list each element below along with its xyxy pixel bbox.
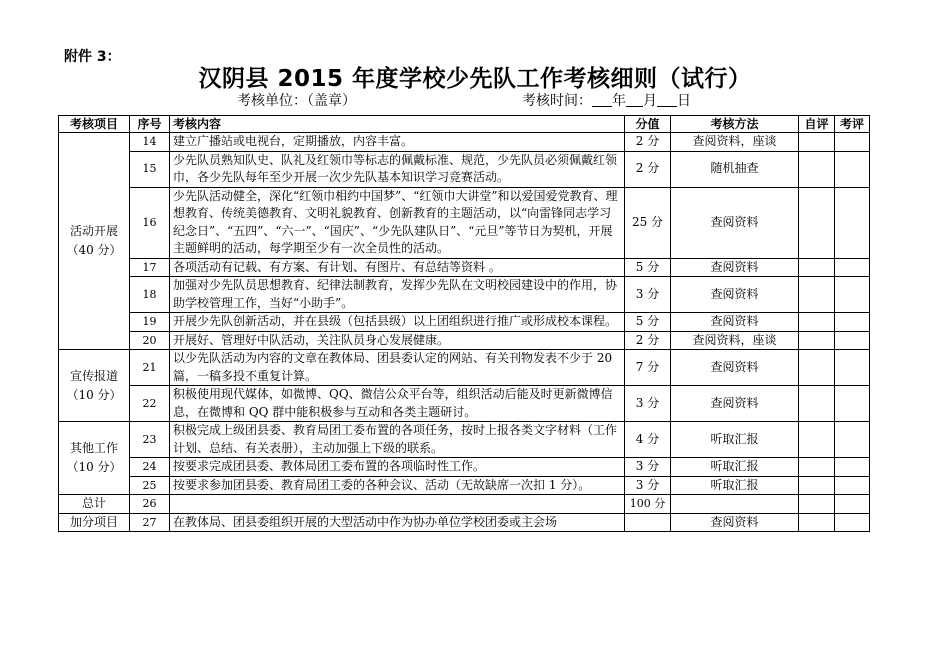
row-seq: 15	[130, 151, 170, 187]
row-content: 按要求完成团县委、教体局团工委布置的各项临时性工作。	[170, 458, 625, 477]
row-score: 2 分	[625, 133, 671, 152]
table-row	[59, 422, 870, 458]
header-method: 考核方法	[671, 116, 799, 133]
review-cell[interactable]	[835, 495, 870, 514]
table-row	[59, 386, 870, 422]
row-score: 3 分	[625, 476, 671, 495]
row-content: 开展少先队创新活动，并在县级（包括县级）以上团组织进行推广或形成校本课程。	[170, 313, 625, 332]
group-other	[59, 422, 130, 495]
review-cell[interactable]	[835, 331, 870, 350]
row-seq: 26	[130, 495, 170, 514]
self-eval-cell[interactable]	[799, 495, 835, 514]
day-label: 日	[677, 93, 691, 109]
self-eval-cell[interactable]	[799, 458, 835, 477]
self-eval-cell[interactable]	[799, 313, 835, 332]
row-score: 3 分	[625, 458, 671, 477]
table-row	[59, 133, 870, 152]
self-eval-cell[interactable]	[799, 350, 835, 386]
row-seq: 23	[130, 422, 170, 458]
row-method: 随机抽查	[671, 151, 799, 187]
self-eval-cell[interactable]	[799, 277, 835, 313]
row-seq: 21	[130, 350, 170, 386]
review-cell[interactable]	[835, 350, 870, 386]
row-method: 查阅资料	[671, 350, 799, 386]
assessment-time	[522, 92, 691, 110]
row-method: 查阅资料，座谈	[671, 331, 799, 350]
row-content	[170, 495, 625, 514]
self-eval-cell[interactable]	[799, 386, 835, 422]
review-cell[interactable]	[835, 422, 870, 458]
group-publicity-name: 宣传报道	[69, 368, 118, 383]
group-activity	[59, 133, 130, 350]
row-seq: 20	[130, 331, 170, 350]
assessment-table	[58, 115, 870, 532]
self-eval-cell[interactable]	[799, 422, 835, 458]
row-method: 查阅资料，座谈	[671, 133, 799, 152]
header-review: 考评	[835, 116, 870, 133]
group-activity-points: （40 分）	[66, 243, 122, 257]
table-row	[59, 151, 870, 187]
row-seq: 25	[130, 476, 170, 495]
review-cell[interactable]	[835, 458, 870, 477]
review-cell[interactable]	[835, 133, 870, 152]
row-seq: 24	[130, 458, 170, 477]
day-blank[interactable]	[657, 92, 677, 107]
header-score: 分值	[625, 116, 671, 133]
row-content: 开展好、管理好中队活动，关注队员身心发展健康。	[170, 331, 625, 350]
month-blank[interactable]	[626, 92, 643, 107]
self-eval-cell[interactable]	[799, 133, 835, 152]
review-cell[interactable]	[835, 476, 870, 495]
self-eval-cell[interactable]	[799, 476, 835, 495]
table-row	[59, 350, 870, 386]
self-eval-cell[interactable]	[799, 151, 835, 187]
row-score	[625, 513, 671, 532]
row-score: 100 分	[625, 495, 671, 514]
header-project: 考核项目	[59, 116, 130, 133]
row-seq: 27	[130, 513, 170, 532]
row-seq: 14	[130, 133, 170, 152]
row-score: 3 分	[625, 277, 671, 313]
group-activity-name: 活动开展	[69, 224, 118, 238]
review-cell[interactable]	[835, 386, 870, 422]
row-seq: 19	[130, 313, 170, 332]
table-row	[59, 258, 870, 277]
review-cell[interactable]	[835, 151, 870, 187]
row-score: 2 分	[625, 151, 671, 187]
self-eval-cell[interactable]	[799, 513, 835, 532]
self-eval-cell[interactable]	[799, 187, 835, 258]
assessment-time-label: 考核时间：	[522, 93, 592, 109]
row-seq: 22	[130, 386, 170, 422]
review-cell[interactable]	[835, 277, 870, 313]
row-seq: 16	[130, 187, 170, 258]
row-content: 按要求参加团县委、教育局团工委的各种会议、活动（无故缺席一次扣 1 分）。	[170, 476, 625, 495]
row-content: 积极完成上级团县委、教育局团工委布置的各项任务，按时上报各类文字材料（工作计划、总结、有关表册），主动加强上下级的联系。	[170, 422, 625, 458]
table-row-bonus	[59, 513, 870, 532]
header-self-eval: 自评	[799, 116, 835, 133]
table-row	[59, 313, 870, 332]
group-publicity-points: （10 分）	[66, 387, 122, 402]
row-method: 查阅资料	[671, 513, 799, 532]
self-eval-cell[interactable]	[799, 331, 835, 350]
month-label: 月	[643, 93, 657, 109]
row-method: 查阅资料	[671, 277, 799, 313]
table-row	[59, 187, 870, 258]
header-seq: 序号	[130, 116, 170, 133]
row-method: 查阅资料	[671, 258, 799, 277]
group-bonus: 加分项目	[59, 513, 130, 532]
row-score: 3 分	[625, 386, 671, 422]
review-cell[interactable]	[835, 258, 870, 277]
row-method: 听取汇报	[671, 422, 799, 458]
row-seq: 17	[130, 258, 170, 277]
row-score: 25 分	[625, 187, 671, 258]
row-score: 5 分	[625, 313, 671, 332]
table-header-row	[59, 116, 870, 133]
row-method: 听取汇报	[671, 458, 799, 477]
row-score: 5 分	[625, 258, 671, 277]
header-content: 考核内容	[170, 116, 625, 133]
table-row-total	[59, 495, 870, 514]
row-content: 加强对少先队员思想教育、纪律法制教育，发挥少先队在文明校园建设中的作用，协助学校管理工作，当好“小助手”。	[170, 277, 625, 313]
row-content: 在教体局、团县委组织开展的大型活动中作为协办单位学校团委或主会场	[170, 513, 625, 532]
review-cell[interactable]	[835, 187, 870, 258]
row-content: 各项活动有记载、有方案、有计划、有图片、有总结等资料 。	[170, 258, 625, 277]
document-title: 汉阴县 2015 年度学校少先队工作考核细则（试行）	[198, 66, 752, 92]
row-score: 4 分	[625, 422, 671, 458]
group-other-name: 其他工作	[69, 441, 118, 455]
table-row	[59, 476, 870, 495]
row-seq: 18	[130, 277, 170, 313]
row-content: 少先队活动健全，深化“红领巾相约中国梦”、“红领巾大讲堂”和以爱国爱党教育、理想教育、传统美德教育、文明礼貌教育、创新教育的主题活动，以“向雷锋同志学习纪念日”、“五四”、“六一”、“国庆”、“少先队建队日”、“元旦”等节日为契机，开展主题鲜明的活动，每学期至少有一次全员性的活动。	[170, 187, 625, 258]
row-score: 2 分	[625, 331, 671, 350]
row-content: 积极使用现代媒体，如微博、QQ、微信公众平台等，组织活动后能及时更新微博信息，在微博和 QQ 群中能积极参与互动和各类主题研讨。	[170, 386, 625, 422]
table-row	[59, 458, 870, 477]
self-eval-cell[interactable]	[799, 258, 835, 277]
row-content: 建立广播站或电视台，定期播放，内容丰富。	[170, 133, 625, 152]
row-content: 以少先队活动为内容的文章在教体局、团县委认定的网站、有关刊物发表不少于 20 篇，一稿多投不重复计算。	[170, 350, 625, 386]
row-method: 听取汇报	[671, 476, 799, 495]
group-total: 总计	[59, 495, 130, 514]
table-row	[59, 331, 870, 350]
row-content: 少先队员熟知队史、队礼及红领巾等标志的佩戴标准、规范，少先队员必须佩戴红领巾，各少先队每年至少开展一次少先队基本知识学习竞赛活动。	[170, 151, 625, 187]
attachment-label: 附件 3：	[64, 49, 121, 65]
assessment-unit: 考核单位：（盖章）	[237, 93, 356, 109]
group-publicity	[59, 350, 130, 422]
year-blank[interactable]	[592, 92, 612, 107]
review-cell[interactable]	[835, 313, 870, 332]
year-label: 年	[612, 93, 626, 109]
group-other-points: （10 分）	[66, 460, 122, 474]
review-cell[interactable]	[835, 513, 870, 532]
row-method: 查阅资料	[671, 187, 799, 258]
row-method: 查阅资料	[671, 386, 799, 422]
row-score: 7 分	[625, 350, 671, 386]
row-method	[671, 495, 799, 514]
row-method: 查阅资料	[671, 313, 799, 332]
table-row	[59, 277, 870, 313]
